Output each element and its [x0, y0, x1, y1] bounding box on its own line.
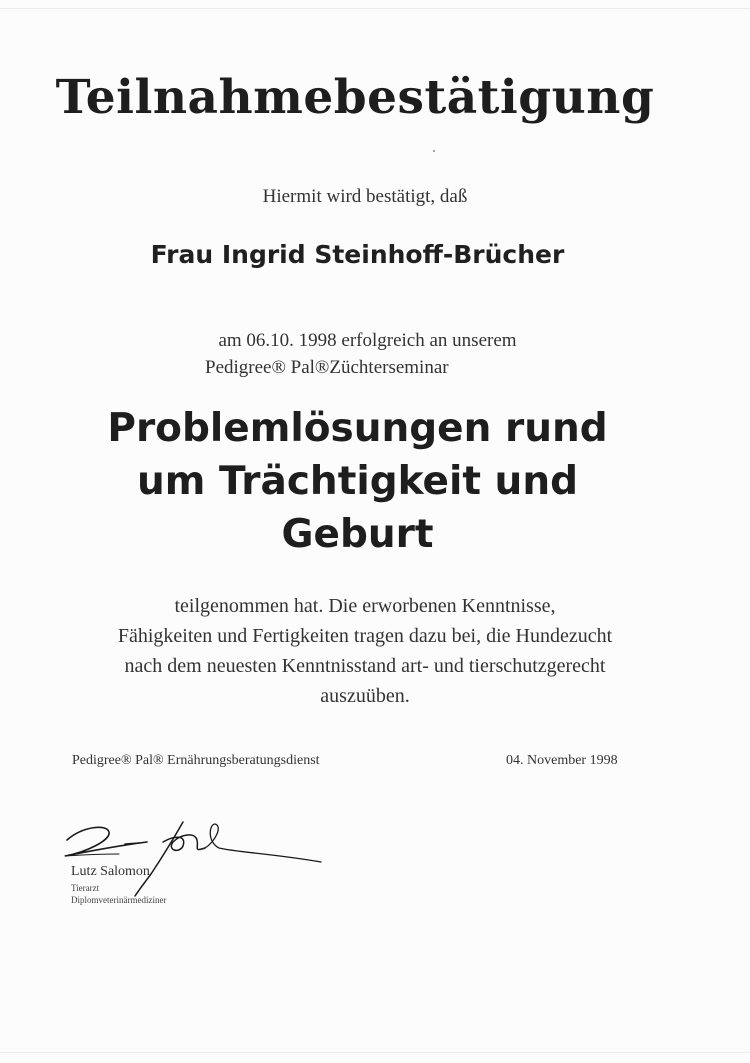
signer-degree: Diplomveterinärmediziner [71, 895, 167, 905]
certificate-body [40, 591, 690, 711]
issuer-name: Pedigree® Pal® Ernährungsberatungsdienst [72, 753, 320, 768]
scan-edge-top [0, 8, 750, 9]
issue-date: 04. November 1998 [506, 753, 618, 768]
topic-line-1: Problemlösungen rund [107, 406, 608, 451]
signer-role: Tierarzt [71, 883, 100, 893]
confirmation-text: Hiermit wird bestätigt, daß [262, 186, 468, 207]
scan-speck [433, 150, 435, 152]
scan-edge-bottom [0, 1052, 750, 1053]
seminar-name-line: Pedigree® Pal®Züchterseminar [205, 357, 449, 378]
body-line-4: auszuüben. [320, 685, 410, 707]
participant-name: Frau Ingrid Steinhoff-Brücher [150, 240, 565, 269]
body-line-1: teilgenommen hat. Die erworbenen Kenntnisse, [174, 595, 556, 617]
body-line-2: Fähigkeiten und Fertigkeiten tragen dazu bei, die Hundezucht [117, 625, 613, 647]
topic-line-2: um Trächtigkeit und [136, 459, 579, 504]
body-line-3: nach dem neuesten Kenntnisstand art- und tierschutzgerecht [124, 655, 606, 677]
certificate-title: Teilnahmebestätigung [55, 70, 655, 125]
seminar-date-line: am 06.10. 1998 erfolgreich an unserem [218, 330, 517, 351]
topic-line-3: Geburt [281, 512, 434, 557]
seminar-topic [0, 402, 715, 561]
signer-name: Lutz Salomon [71, 864, 150, 879]
